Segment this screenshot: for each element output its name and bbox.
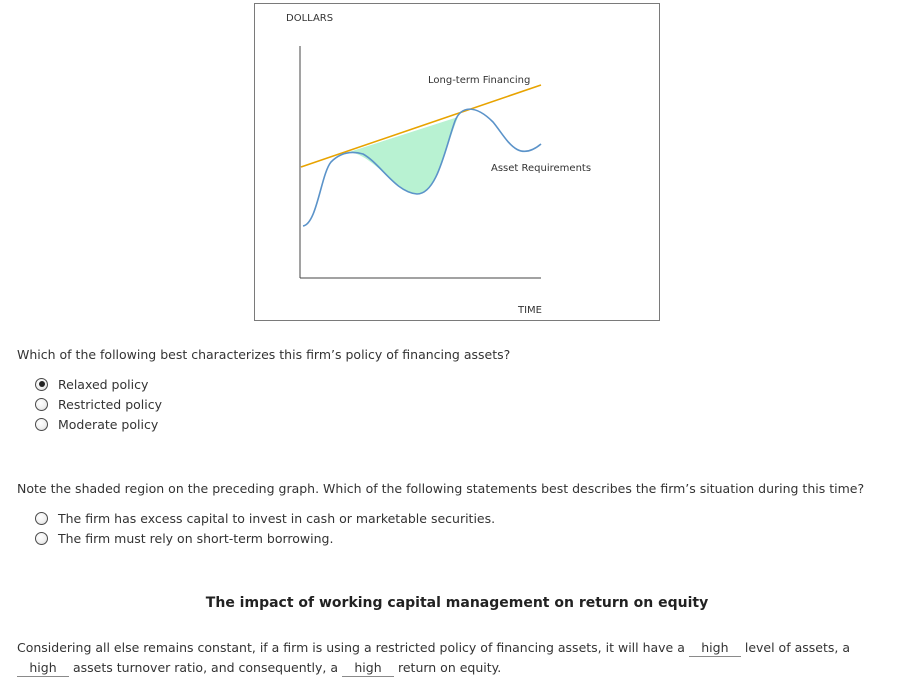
option-label: The firm has excess capital to invest in cash or marketable securities. [58, 510, 496, 526]
radio-icon[interactable] [35, 418, 48, 431]
sentence-part3: assets turnover ratio, and consequently, a [72, 660, 339, 675]
option-short-term-borrowing[interactable] [35, 528, 495, 548]
blank-level-of-assets[interactable]: high [689, 639, 741, 657]
option-restricted-policy[interactable] [35, 394, 162, 414]
question1-text: Which of the following best characterizes this firm’s policy of financing assets? [17, 347, 511, 362]
option-label: Restricted policy [58, 396, 163, 412]
option-excess-capital[interactable] [35, 508, 495, 528]
option-label: The firm must rely on short-term borrowing. [58, 530, 334, 546]
question1-options [35, 374, 162, 434]
sentence-part1: Considering all else remains constant, if a firm is using a restricted policy of financing assets, it will have a [17, 640, 685, 655]
section-title: The impact of working capital management on return on equity [205, 595, 709, 611]
graph-svg [255, 4, 661, 322]
option-relaxed-policy[interactable] [35, 374, 162, 394]
option-moderate-policy[interactable] [35, 414, 162, 434]
sentence-part4: return on equity. [397, 660, 502, 675]
financing-graph [254, 3, 660, 321]
radio-icon[interactable] [35, 378, 48, 391]
x-axis-label: TIME [518, 305, 543, 316]
radio-icon[interactable] [35, 512, 48, 525]
question2-options [35, 508, 495, 548]
sentence-part2: level of assets, a [744, 640, 850, 655]
y-axis-label: DOLLARS [286, 13, 334, 24]
option-label: Relaxed policy [58, 376, 149, 392]
long-term-financing-label: Long-term Financing [428, 75, 531, 86]
shaded-region [343, 117, 458, 194]
question2-text: Note the shaded region on the preceding graph. Which of the following statements best describes the firm’s situation during this time? [17, 481, 865, 496]
option-label: Moderate policy [58, 416, 159, 432]
blank-turnover-ratio[interactable]: high [17, 659, 69, 677]
blank-return-on-equity[interactable]: high [342, 659, 394, 677]
radio-icon[interactable] [35, 532, 48, 545]
asset-requirements-label: Asset Requirements [491, 163, 592, 174]
radio-icon[interactable] [35, 398, 48, 411]
fill-in-sentence [17, 638, 897, 678]
